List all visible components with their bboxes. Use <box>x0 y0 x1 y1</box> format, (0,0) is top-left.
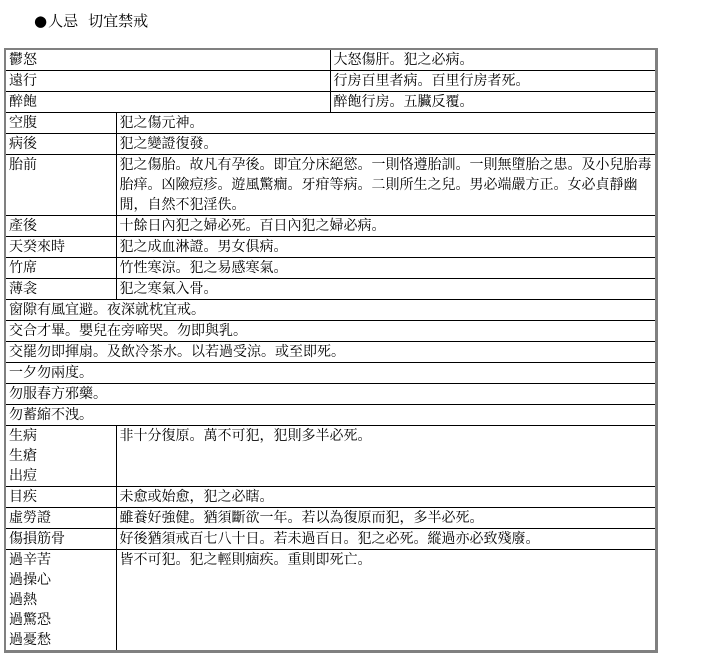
row-key: 產後 <box>5 216 116 237</box>
table-row <box>5 155 656 216</box>
table-row <box>5 384 656 405</box>
prohibitions-table <box>4 48 658 653</box>
table-row <box>5 300 656 321</box>
row-text: 皆不可犯。犯之輕則痼疾。重則即死亡。 <box>116 550 656 652</box>
section-heading <box>34 10 148 31</box>
row-key: 傷損筋骨 <box>5 529 116 550</box>
row-key: 天癸來時 <box>5 237 116 258</box>
heading-subtitle: 切宜禁戒 <box>88 12 149 30</box>
table-row <box>5 342 656 363</box>
row-key: 空腹 <box>5 113 116 134</box>
row-text: 大怒傷肝。犯之必病。 <box>330 49 656 71</box>
table-row <box>5 279 656 300</box>
row-text: 行房百里者病。百里行房者死。 <box>330 71 656 92</box>
row-text: 十餘日內犯之婦必死。百日內犯之婦必病。 <box>116 216 656 237</box>
key-line: 過憂愁 <box>9 632 51 648</box>
row-key: 竹席 <box>5 258 116 279</box>
heading-title: 人忌 <box>48 12 79 30</box>
table-row <box>5 508 656 529</box>
key-line: 過辛苦 <box>9 552 51 568</box>
row-key: 胎前 <box>5 155 116 216</box>
key-line: 過熱 <box>9 592 37 608</box>
row-text: 犯之傷胎。故凡有孕後。即宜分床絕慾。一則恪遵胎訓。一則無墮胎之患。及小兒胎毒胎痒。凶險痘疹。遊風驚癎。牙疳等病。二則所生之兒。男必端嚴方正。女必貞靜幽閒，自然不犯淫佚。 <box>116 155 656 216</box>
table-row <box>5 487 656 508</box>
table-row <box>5 405 656 426</box>
row-key: 醉飽 <box>5 92 330 113</box>
table-row <box>5 134 656 155</box>
table-row <box>5 363 656 384</box>
row-text: 好後猶須戒百七八十日。若未過百日。犯之必死。縱過亦必致殘廢。 <box>116 529 656 550</box>
row-text: 犯之變證復發。 <box>116 134 656 155</box>
table-row <box>5 258 656 279</box>
row-key: 目疾 <box>5 487 116 508</box>
row-text: 交合才畢。嬰兒在旁啼哭。勿即與乳。 <box>5 321 656 342</box>
row-key: 病後 <box>5 134 116 155</box>
key-line: 出痘 <box>9 468 37 484</box>
row-text: 窗隙有風宜避。夜深就枕宜戒。 <box>5 300 656 321</box>
row-text: 一夕勿兩度。 <box>5 363 656 384</box>
table-row <box>5 321 656 342</box>
row-key: 虛勞證 <box>5 508 116 529</box>
row-text: 交罷勿即揮扇。及飲冷茶水。以若過受涼。或至即死。 <box>5 342 656 363</box>
key-line: 過驚恐 <box>9 612 51 628</box>
row-text: 醉飽行房。五臟反覆。 <box>330 92 656 113</box>
row-key: 遠行 <box>5 71 330 92</box>
key-line: 生瘡 <box>9 448 37 464</box>
table-row <box>5 426 656 487</box>
table-row <box>5 550 656 652</box>
row-text: 犯之成血淋證。男女俱病。 <box>116 237 656 258</box>
table-row <box>5 113 656 134</box>
row-key <box>5 426 116 487</box>
key-line: 過操心 <box>9 572 51 588</box>
table-row <box>5 49 656 71</box>
row-text: 未愈或始愈，犯之必瞎。 <box>116 487 656 508</box>
row-text: 勿蓄縮不洩。 <box>5 405 656 426</box>
table-row <box>5 92 656 113</box>
key-line: 生病 <box>9 428 37 444</box>
table-row <box>5 237 656 258</box>
row-text: 非十分復原。萬不可犯，犯則多半必死。 <box>116 426 656 487</box>
row-key: 鬱怒 <box>5 49 330 71</box>
row-text: 犯之傷元神。 <box>116 113 656 134</box>
bullet-icon: ● <box>34 12 48 30</box>
row-text: 勿服春方邪藥。 <box>5 384 656 405</box>
row-text: 竹性寒涼。犯之易感寒氣。 <box>116 258 656 279</box>
row-text: 犯之寒氣入骨。 <box>116 279 656 300</box>
table-row <box>5 529 656 550</box>
row-key: 薄衾 <box>5 279 116 300</box>
row-key <box>5 550 116 652</box>
table-row <box>5 216 656 237</box>
row-text: 雖養好強健。猶須斷欲一年。若以為復原而犯，多半必死。 <box>116 508 656 529</box>
table-row <box>5 71 656 92</box>
